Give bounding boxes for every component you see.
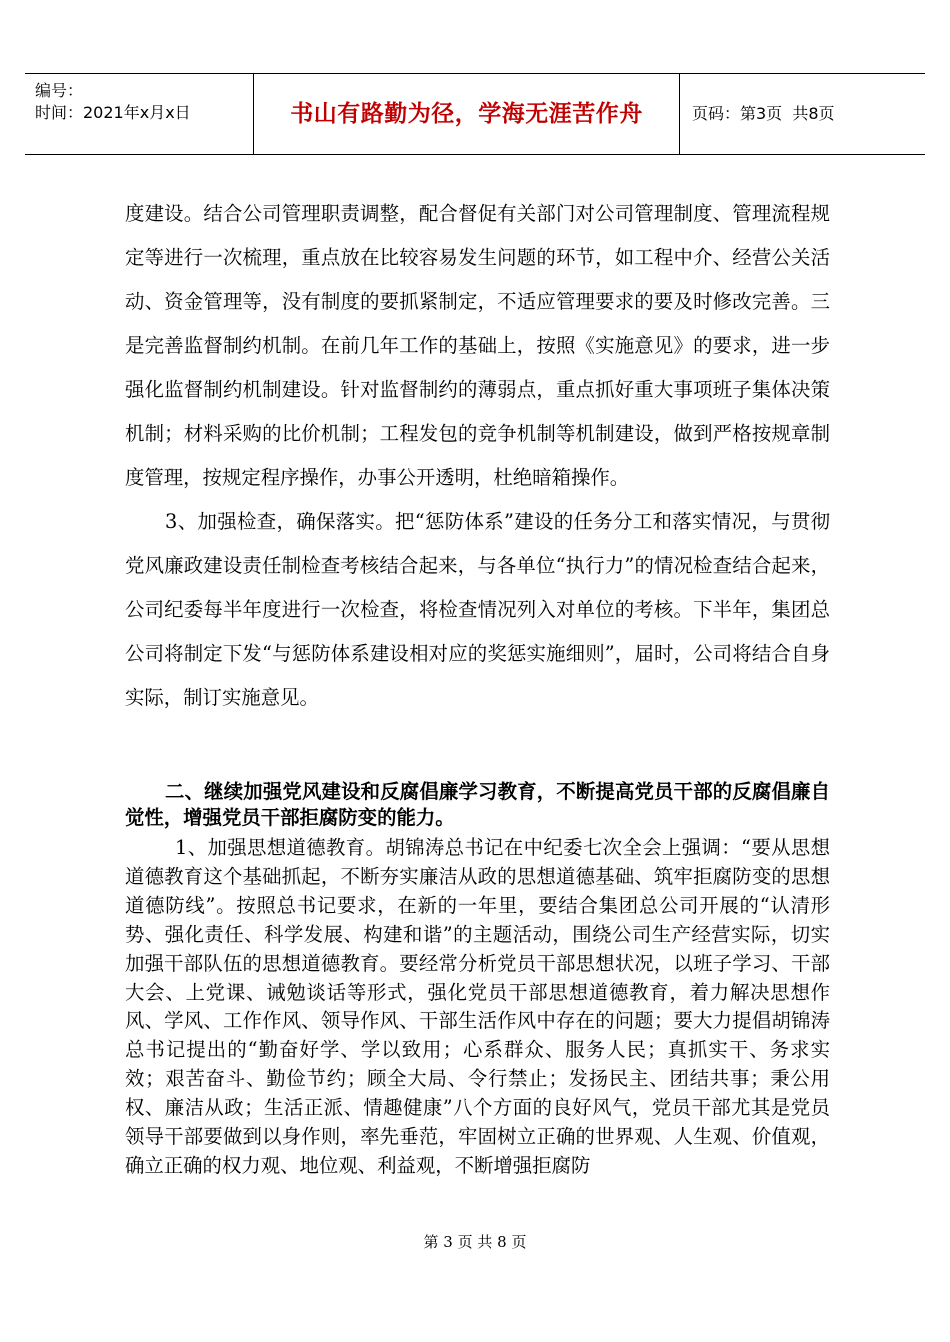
body-text-block xyxy=(125,192,830,720)
section-heading: 二、继续加强党风建设和反腐倡廉学习教育，不断提高党员干部的反腐倡廉自觉性，增强党员干部拒腐防变的能力。 xyxy=(125,780,830,829)
document-header xyxy=(25,73,925,155)
number-label: 编号： xyxy=(35,81,84,100)
paragraph-continuation: 度建设。结合公司管理职责调整，配合督促有关部门对公司管理制度、管理流程规定等进行一次梳理，重点放在比较容易发生问题的环节，如工程中介、经营公关活动、资金管理等，没有制度的要抓紧制定，不适应管理要求的要及时修改完善。三是完善监督制约机制。在前几年工作的基础上，按照《实施意见》的要求，进一步强化监督制约机制建设。针对监督制约的薄弱点，重点抓好重大事项班子集体决策机制；材料采购的比价机制；工程发包的竞争机制等机制建设，做到严格按规章制度管理，按规定程序操作，办事公开透明，杜绝暗箱操作。 xyxy=(125,202,830,489)
header-page-code xyxy=(680,74,925,154)
page-code-text: 页码：第3页 共8页 xyxy=(692,104,835,123)
page-footer: 第 3 页 共 8 页 xyxy=(423,1233,527,1251)
time-label: 时间：2021年x月x日 xyxy=(35,103,191,122)
header-motto: 书山有路勤为径，学海无涯苦作舟 xyxy=(254,74,680,154)
paragraph-moral-education: 1、加强思想道德教育。胡锦涛总书记在中纪委七次全会上强调：“要从思想道德教育这个基础抓起，不断夯实廉洁从政的思想道德基础、筑牢拒腐防变的思想道德防线”。按照总书记要求，在新的一年里，要结合集团总公司开展的“认清形势、强化责任、科学发展、构建和谐”的主题活动，围绕公司生产经营实际，切实加强干部队伍的思想道德教育。要经常分析党员干部思想状况，以班子学习、干部大会、上党课、诫勉谈话等形式，强化党员干部思想道德教育，着力解决思想作风、学风、工作作风、领导作风、干部生活作风中存在的问题；要大力提倡胡锦涛总书记提出的“勤奋好学、学以致用；心系群众、服务人民；真抓实干、务求实效；艰苦奋斗、勤俭节约；顾全大局、令行禁止；发扬民主、团结共事；秉公用权、廉洁从政；生活正派、情趣健康”八个方面的良好风气，党员干部尤其是党员领导干部要做到以身作则，率先垂范，牢固树立正确的世界观、人生观、价值观，确立正确的权力观、地位观、利益观，不断增强拒腐防 xyxy=(125,836,830,1177)
paragraph-inspection: 3、加强检查，确保落实。把“惩防体系”建设的任务分工和落实情况，与贯彻党风廉政建设责任制检查考核结合起来，与各单位“执行力”的情况检查结合起来，公司纪委每半年度进行一次检查，将检查情况列入对单位的考核。下半年，集团总公司将制定下发“与惩防体系建设相对应的奖惩实施细则”，届时，公司将结合自身实际，制订实施意见。 xyxy=(125,510,830,709)
header-meta xyxy=(25,74,254,154)
